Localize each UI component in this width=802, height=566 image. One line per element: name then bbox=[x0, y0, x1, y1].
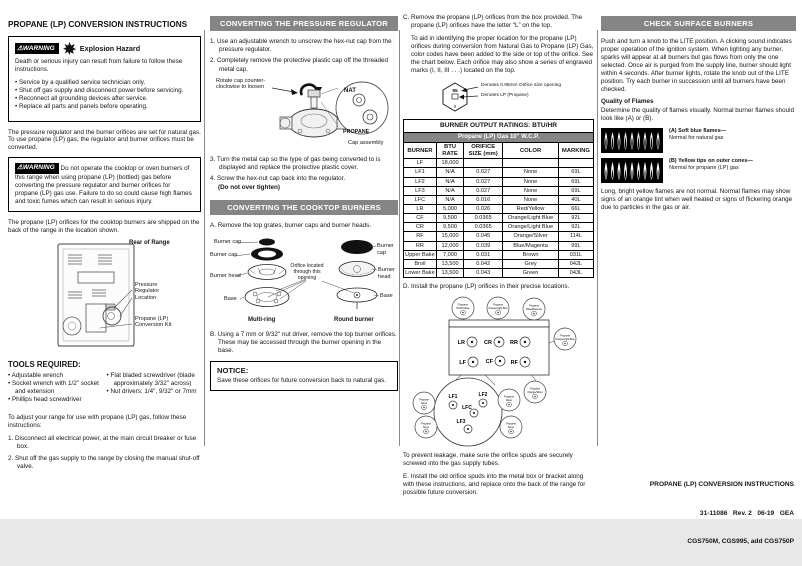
table-cell: 0.026 bbox=[464, 204, 503, 213]
table-cell: 043L bbox=[558, 268, 593, 277]
list-item: • Service by a qualified service technician only. bbox=[15, 79, 194, 87]
regulator-steps-1-2 bbox=[210, 38, 398, 74]
table-cell: 5,000 bbox=[436, 204, 463, 213]
orifice-marking-diagram bbox=[403, 79, 594, 115]
table-title: BURNER OUTPUT RATINGS: BTU/HR bbox=[404, 120, 594, 132]
orifice-note-label: Orifice located through this opening bbox=[290, 263, 324, 282]
table-cell: 0.0365 bbox=[464, 214, 503, 223]
list-item: • Replace all parts and panels before operating. bbox=[15, 103, 194, 111]
table-row bbox=[404, 250, 594, 259]
rear-of-range-label: Rear of Range bbox=[129, 239, 170, 246]
table-cell: Blue/Magenta bbox=[503, 241, 559, 250]
table-cell: 40L bbox=[558, 195, 593, 204]
tools-lists bbox=[8, 372, 201, 409]
bubble-label: None bbox=[507, 425, 515, 429]
bubble-label: None bbox=[422, 425, 430, 429]
col-header-burner: BURNER bbox=[404, 143, 437, 159]
callout-lp: Denotes LP (Propane) bbox=[481, 92, 529, 98]
list-item: • Phillips head screwdriver bbox=[8, 396, 103, 404]
adjust-steps-list bbox=[8, 435, 201, 471]
table-cell: 114L bbox=[558, 232, 593, 241]
list-item: 4. Screw the hex-nut cap back into the regulator. bbox=[210, 175, 346, 183]
table-cell: None bbox=[503, 177, 559, 186]
do-not-overtighten-note: (Do not over tighten) bbox=[218, 184, 280, 192]
warning-badge-label: WARNING bbox=[22, 45, 55, 53]
table-subtitle: Propane (LP) Gas 10" W.C.P. bbox=[404, 132, 594, 143]
engraved-marks: II bbox=[453, 104, 457, 110]
burner-label-lf: LF bbox=[459, 360, 466, 367]
bubble-label: Propane bbox=[458, 303, 468, 307]
table-cell: Upper Bake bbox=[405, 251, 435, 258]
table-cell: 15,000 bbox=[436, 232, 463, 241]
warning-box-operate bbox=[8, 157, 201, 211]
table-cell bbox=[558, 159, 593, 168]
table-cell: 13,500 bbox=[436, 268, 463, 277]
paragraph-regulator-set: The pressure regulator and the burner orifices are set for natural gas. To use propane (LP) gas, the regulator and burner orifices must be converted. bbox=[8, 128, 201, 152]
burner-label-lf1: LF1 bbox=[448, 394, 458, 401]
regulator-steps-3-4 bbox=[210, 156, 398, 184]
table-cell: N/A bbox=[436, 168, 463, 177]
table-row bbox=[404, 223, 594, 232]
warning-bullet-list bbox=[15, 79, 194, 112]
section-header-cooktop-burners: CONVERTING THE COOKTOP BURNERS bbox=[210, 200, 398, 215]
bubble-label: Orange/Light Blue bbox=[555, 337, 575, 341]
warning-intro: Death or serious injury can result from failure to follow these instructions. bbox=[15, 58, 183, 73]
list-item: • Nut drivers: 1/4", 9/32" or 7mm bbox=[107, 388, 202, 396]
tools-required-title: TOOLS REQUIRED: bbox=[8, 359, 81, 369]
table-cell: LR bbox=[404, 204, 437, 213]
table-row bbox=[404, 232, 594, 241]
table-row bbox=[404, 186, 594, 195]
burner-label-cf: CF bbox=[485, 359, 493, 366]
table-row bbox=[404, 195, 594, 204]
section-header-check-burners: CHECK SURFACE BURNERS bbox=[601, 16, 796, 31]
warning2-text bbox=[15, 163, 194, 205]
table-cell: N/A bbox=[436, 186, 463, 195]
col-header-color: COLOR bbox=[503, 143, 559, 159]
paragraph-orifices-shipped: The propane (LP) orifices for the cooktop burners are shipped on the back of the range in the location shown. bbox=[8, 218, 200, 234]
quality-of-flames-title: Quality of Flames bbox=[601, 98, 654, 106]
table-cell: 042L bbox=[558, 259, 593, 268]
step-c-detail: To aid in identifying the proper location for the propane (LP) orifices during conversion from Natural Gas to Propane (LP) Gas, color codes have been added to the side or top of the orifice. See the chart below. Each orifice may also show a series of engraved marks (I, II, III . . .) located on the top. bbox=[411, 34, 594, 74]
table-row bbox=[404, 204, 594, 213]
table-cell: None bbox=[503, 186, 559, 195]
burner-output-table bbox=[403, 119, 594, 278]
table-cell bbox=[503, 159, 559, 168]
step-e: E. Install the old orifice spuds into the metal box or bracket along with these instructions, and replace onto the back of the range for possible future conversion. bbox=[403, 472, 586, 496]
table-cell: None bbox=[503, 195, 559, 204]
warning-badge bbox=[15, 43, 59, 54]
table-cell: Orange/Silver bbox=[503, 232, 559, 241]
table-cell: N/A bbox=[436, 177, 463, 186]
bubble-label: Propane bbox=[506, 422, 516, 426]
table-cell: 18,000 bbox=[436, 159, 463, 168]
table-cell: 0.043 bbox=[464, 268, 503, 277]
list-item: 1. Disconnect all electrical power, at the main circuit breaker or fuse box. bbox=[8, 435, 197, 451]
table-cell: Broil bbox=[404, 259, 437, 268]
table-cell: 13,500 bbox=[436, 259, 463, 268]
list-item: • Flat bladed screwdriver (blade approximately 3/32" across) bbox=[107, 372, 202, 388]
bubble-label: Propane bbox=[419, 398, 429, 402]
bubble-label: Propane bbox=[493, 303, 503, 307]
base-label-right: Base bbox=[380, 293, 393, 300]
rear-of-range-diagram bbox=[8, 240, 201, 354]
table-cell: 0.0365 bbox=[464, 223, 503, 232]
table-cell: CR bbox=[404, 223, 437, 232]
table-cell: 69L bbox=[558, 186, 593, 195]
step-a: A. Remove the top grates, burner caps and burner heads. bbox=[210, 222, 372, 230]
table-cell: Brown bbox=[503, 250, 559, 259]
flame-example-b bbox=[601, 158, 796, 183]
yellow-flames-paragraph: Long, bright yellow flames are not normal. Normal flames may show signs of an orange tint when well heated or signs of flickering orange due to particles in the gas or air. bbox=[601, 188, 793, 212]
quality-of-flames-text: Determine the quality of flames visually. Normal burner flames should look like (A) or (B). bbox=[601, 107, 795, 123]
table-cell: 92L bbox=[558, 214, 593, 223]
table-cell: 66L bbox=[558, 204, 593, 213]
table-cell: 0.027 bbox=[464, 168, 503, 177]
table-cell: LF1 bbox=[404, 168, 437, 177]
bubble-label: None bbox=[420, 401, 428, 405]
bubble-label: Propane bbox=[529, 304, 539, 308]
burner-label-rf: RF bbox=[510, 360, 518, 367]
multi-ring-caption: Multi-ring bbox=[248, 317, 276, 324]
burner-cap-label-right: Burner cap bbox=[377, 243, 394, 256]
flame-b-title: (B) Yellow tips on outer cones— bbox=[669, 158, 753, 165]
warning-badge bbox=[15, 163, 59, 174]
flame-a-caption bbox=[669, 128, 765, 142]
table-cell: 031L bbox=[558, 250, 593, 259]
column-2 bbox=[210, 14, 398, 391]
table-body bbox=[404, 159, 594, 278]
tools-list-right bbox=[107, 372, 202, 405]
flame-image-natural-gas bbox=[601, 128, 663, 153]
burner-cap-label-2: Burner cap bbox=[210, 252, 238, 259]
table-cell: 0.016 bbox=[464, 195, 503, 204]
table-cell: 0.027 bbox=[464, 186, 503, 195]
warning2-body: Do not operate the cooktop or oven burners of this range when using propane (LP) (bottled) gas before converting the pressure regulator and burner orifices for propane (LP) gas use. Failure to do so could cause high flames and toxic fumes which can result in serious injury. bbox=[15, 165, 192, 205]
table-cell: N/A bbox=[436, 195, 463, 204]
table-cell: LF2 bbox=[404, 177, 437, 186]
flame-a-subtitle: Normal for natural gas bbox=[669, 135, 724, 142]
table-row bbox=[404, 168, 594, 177]
rotate-cap-label: Rotate cap counter-clockwise to loosen bbox=[216, 77, 266, 91]
conversion-kit-label: Propane (LP) Conversion Kit bbox=[135, 315, 172, 329]
cooktop-burners-diagram bbox=[210, 235, 398, 327]
column-divider bbox=[399, 30, 400, 446]
table-cell: None bbox=[503, 168, 559, 177]
table-cell: Green bbox=[503, 268, 559, 277]
document-footer bbox=[601, 461, 794, 566]
bubble-label: Orange/Silver bbox=[527, 390, 543, 394]
list-item: 3. Turn the metal cap so the type of gas being converted to is displayed and replace the protective plastic cover. bbox=[210, 155, 381, 171]
table-cell: 99L bbox=[558, 241, 593, 250]
warning-triangle-icon: ⚠ bbox=[17, 45, 23, 53]
burner-label-rr: RR bbox=[510, 340, 518, 347]
warning-badge-label: WARNING bbox=[22, 164, 55, 172]
flame-a-title: (A) Soft blue flames— bbox=[669, 128, 727, 135]
column-divider bbox=[204, 30, 205, 446]
bubble-label: Propane bbox=[421, 422, 431, 426]
table-cell bbox=[464, 159, 503, 168]
column-1 bbox=[8, 14, 201, 475]
burner-head-label-left: Burner head bbox=[210, 273, 241, 280]
col-header-orifice: ORIFICE SIZE (mm) bbox=[464, 143, 503, 159]
paragraph-leakage: To prevent leakage, make sure the orifice spuds are securely screwed into the gas supply tubes. bbox=[403, 452, 573, 467]
list-item: 2. Completely remove the protective plastic cap off the threaded metal cap. bbox=[210, 57, 389, 73]
table-row bbox=[404, 241, 594, 250]
list-item: • Shut off gas supply and disconnect power before servicing. bbox=[15, 87, 194, 95]
table-cell: Lower Bake bbox=[405, 269, 435, 276]
table-cell: 92L bbox=[558, 223, 593, 232]
warning-triangle-icon: ⚠ bbox=[17, 164, 23, 172]
burner-label-lfc: LFC bbox=[462, 405, 472, 412]
tools-list-left bbox=[8, 372, 103, 405]
flame-example-a bbox=[601, 128, 796, 153]
step-c: C. Remove the propane (LP) orifices from the box provided. The propane (LP) orifices have the letter “L” on the top. bbox=[403, 14, 583, 29]
orifice-locations-diagram bbox=[403, 296, 594, 448]
table-cell: CF bbox=[404, 214, 437, 223]
column-4 bbox=[601, 14, 796, 217]
table-cell: 12,000 bbox=[436, 241, 463, 250]
footer-title: PROPANE (LP) CONVERSION INSTRUCTIONS bbox=[649, 481, 794, 489]
bubble-label: Propane bbox=[560, 334, 570, 338]
col-header-marking: MARKING bbox=[558, 143, 593, 159]
table-cell: 0.042 bbox=[464, 259, 503, 268]
warning-header bbox=[15, 42, 194, 55]
burner-cap-label-1: Burner cap bbox=[214, 239, 242, 246]
flame-image-propane-gas bbox=[601, 158, 663, 183]
list-item: • Adjustable wrench bbox=[8, 372, 103, 380]
col-header-btu: BTU RATE bbox=[436, 143, 463, 159]
burner-label-lr: LR bbox=[457, 340, 465, 347]
burner-head-label-right: Burner head bbox=[378, 267, 395, 280]
table-cell: Orange/Light Blue bbox=[503, 223, 559, 232]
round-burner-caption: Round burner bbox=[334, 317, 374, 324]
footer-part-number: 31-11086 Rev. 2 06-19 GEA bbox=[699, 509, 794, 517]
bubble-label: Propane bbox=[504, 395, 514, 399]
callout-orifice-size: Denotes 0.95mm Orifice size opening bbox=[481, 83, 561, 89]
table-cell: Orange/Light Blue bbox=[503, 214, 559, 223]
page-title: PROPANE (LP) CONVERSION INSTRUCTIONS bbox=[8, 20, 188, 29]
notice-text: Save these orifices for future conversion back to natural gas. bbox=[217, 376, 387, 384]
flame-b-subtitle: Normal for propane (LP) gas bbox=[669, 165, 739, 172]
table-row bbox=[404, 159, 594, 168]
notice-title: NOTICE: bbox=[217, 365, 249, 375]
table-cell: RF bbox=[404, 232, 437, 241]
table-cell: 0.027 bbox=[464, 177, 503, 186]
table-row bbox=[404, 214, 594, 223]
explosion-icon bbox=[63, 42, 76, 55]
table-cell: LF3 bbox=[404, 186, 437, 195]
table-cell: 0.031 bbox=[464, 250, 503, 259]
bubble-label: Propane bbox=[530, 387, 540, 391]
table-row bbox=[404, 259, 594, 268]
table-header-row bbox=[404, 143, 594, 159]
warning-box-explosion bbox=[8, 36, 201, 122]
table-cell: 9,500 bbox=[436, 214, 463, 223]
table-row bbox=[404, 268, 594, 277]
burner-label-cr: CR bbox=[484, 340, 492, 347]
step-d: D. Install the propane (LP) orifices in their precise locations. bbox=[403, 283, 570, 291]
list-item: 2. Shut off the gas supply to the range by closing the manual shut-off valve. bbox=[8, 454, 200, 470]
cap-assembly-label: Cap assembly bbox=[348, 139, 384, 146]
bubble-label: Red/Yellow bbox=[456, 306, 470, 310]
list-item: • Socket wrench with 1/2" socket and extension bbox=[8, 380, 103, 396]
table-row bbox=[404, 177, 594, 186]
table-cell: 9,500 bbox=[436, 223, 463, 232]
table-cell: 0.039 bbox=[464, 241, 503, 250]
pressure-regulator-label: Pressure Regulator Location bbox=[135, 281, 160, 301]
cooktop-layout-drawing bbox=[403, 296, 594, 448]
table-cell: RR bbox=[404, 241, 437, 250]
bubble-label: Orange/Light Blue bbox=[488, 306, 508, 310]
bubble-label: None bbox=[505, 398, 513, 402]
list-item: 1. Use an adjustable wrench to unscrew the hex-nut cap from the pressure regulator. bbox=[210, 38, 392, 54]
table-cell: LFC bbox=[404, 195, 437, 204]
step-b: B. Using a 7 mm or 9/32" nut driver, remove the top burner orifices. These may be accessed through the burner opening in the base. bbox=[210, 331, 397, 354]
table-cell: 0.045 bbox=[464, 232, 503, 241]
table-cell: LF bbox=[404, 159, 437, 168]
notice-box bbox=[210, 361, 398, 391]
base-label-left: Base bbox=[224, 296, 237, 303]
column-divider bbox=[597, 30, 598, 446]
table-cell: 69L bbox=[558, 177, 593, 186]
burner-label-lf2: LF2 bbox=[478, 392, 488, 399]
table-cell: 69L bbox=[558, 168, 593, 177]
adjust-intro: To adjust your range for use with propane (LP) gas, follow these instructions: bbox=[8, 414, 187, 430]
propane-label: PROPANE bbox=[343, 128, 370, 135]
bubble-label: Blue/Magenta bbox=[526, 307, 542, 311]
footer-models: CGS750M, CGS995, add CGS750P bbox=[687, 538, 794, 546]
section-header-pressure-regulator: CONVERTING THE PRESSURE REGULATOR bbox=[210, 16, 398, 31]
orifice-size-mark: 95 bbox=[452, 89, 458, 95]
pressure-regulator-diagram bbox=[210, 78, 398, 152]
check-burners-paragraph: Push and turn a knob to the LITE position. A clicking sound indicates proper operation of the ignition system. When lighting any burner, sparks will appear at all burners but gas flows from only the one selected. Once air is purged from the supply line, burner should light within 4 seconds. After burner lights, rotate the knob out of the LITE position. Try each burner in succession until all burners have been checked. bbox=[601, 38, 792, 93]
table-cell: Red/Yellow bbox=[503, 204, 559, 213]
burner-label-lf3: LF3 bbox=[456, 419, 466, 426]
list-item: • Reconnect all grounding devices after service. bbox=[15, 95, 194, 103]
nat-label: NAT bbox=[344, 87, 356, 94]
hazard-title: Explosion Hazard bbox=[79, 44, 141, 53]
table-cell: Grey bbox=[503, 259, 559, 268]
flame-b-caption bbox=[669, 158, 765, 172]
table-cell: 7,000 bbox=[436, 250, 463, 259]
column-3 bbox=[403, 14, 594, 502]
